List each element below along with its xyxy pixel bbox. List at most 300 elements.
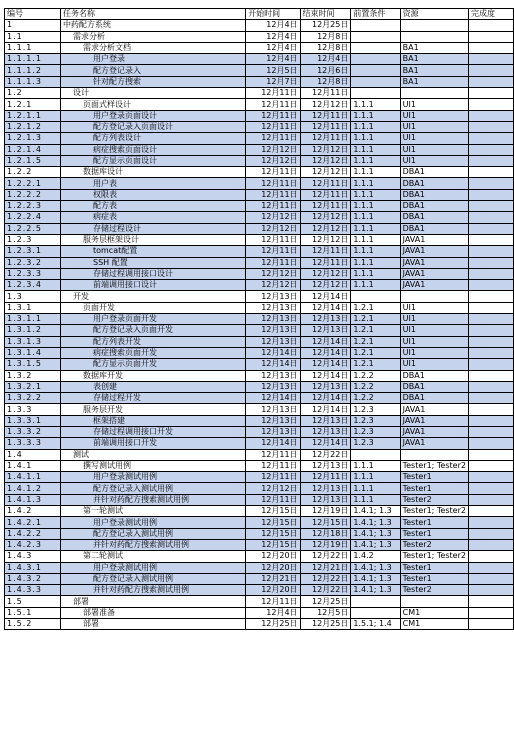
resource-cell[interactable]: UI1 (400, 144, 468, 155)
completion-cell[interactable] (468, 302, 513, 313)
end-date-cell[interactable]: 12月12日 (300, 212, 351, 223)
predecessor-cell[interactable] (351, 54, 400, 65)
resource-cell[interactable]: BA1 (400, 42, 468, 53)
start-date-cell[interactable]: 12月13日 (246, 381, 300, 392)
wbs-cell[interactable]: 1.1 (5, 31, 61, 42)
predecessor-cell[interactable]: 1.4.2 (351, 551, 400, 562)
resource-cell[interactable]: UI1 (400, 359, 468, 370)
completion-cell[interactable] (468, 133, 513, 144)
wbs-cell[interactable]: 1.4.3.3 (5, 585, 61, 596)
resource-cell[interactable]: JAVA1 (400, 280, 468, 291)
task-name-cell[interactable]: 配方列表设计 (60, 133, 245, 144)
task-name-cell[interactable]: 开发 (60, 291, 245, 302)
completion-cell[interactable] (468, 562, 513, 573)
completion-cell[interactable] (468, 20, 513, 31)
predecessor-cell[interactable]: 1.2.2 (351, 381, 400, 392)
wbs-cell[interactable]: 1.3.3.3 (5, 438, 61, 449)
task-name-cell[interactable]: 前端调用接口开发 (60, 438, 245, 449)
task-name-cell[interactable]: 中药配方系统 (60, 20, 245, 31)
start-date-cell[interactable]: 12月25日 (246, 619, 300, 630)
resource-cell[interactable]: UI1 (400, 133, 468, 144)
start-date-cell[interactable]: 12月11日 (246, 234, 300, 245)
completion-cell[interactable] (468, 42, 513, 53)
completion-cell[interactable] (468, 517, 513, 528)
start-date-cell[interactable]: 12月4日 (246, 54, 300, 65)
end-date-cell[interactable]: 12月25日 (300, 596, 351, 607)
predecessor-cell[interactable]: 1.1.1 (351, 110, 400, 121)
task-name-cell[interactable]: 存储过程开发 (60, 393, 245, 404)
start-date-cell[interactable]: 12月11日 (246, 167, 300, 178)
completion-cell[interactable] (468, 88, 513, 99)
predecessor-cell[interactable]: 1.4.1; 1.3 (351, 585, 400, 596)
task-name-cell[interactable]: 页面式样设计 (60, 99, 245, 110)
end-date-cell[interactable]: 12月12日 (300, 280, 351, 291)
task-name-cell[interactable]: 设计 (60, 88, 245, 99)
wbs-cell[interactable]: 1.4.1.3 (5, 494, 61, 505)
resource-cell[interactable]: Tester1 (400, 472, 468, 483)
start-date-cell[interactable]: 12月20日 (246, 551, 300, 562)
wbs-cell[interactable]: 1 (5, 20, 61, 31)
end-date-cell[interactable]: 12月13日 (300, 325, 351, 336)
task-name-cell[interactable]: 部署准备 (60, 607, 245, 618)
predecessor-cell[interactable]: 1.2.3 (351, 426, 400, 437)
completion-cell[interactable] (468, 460, 513, 471)
predecessor-cell[interactable]: 1.1.1 (351, 280, 400, 291)
completion-cell[interactable] (468, 314, 513, 325)
start-date-cell[interactable]: 12月12日 (246, 268, 300, 279)
end-date-cell[interactable]: 12月25日 (300, 20, 351, 31)
wbs-cell[interactable]: 1.3.3.1 (5, 415, 61, 426)
resource-cell[interactable]: DBA1 (400, 212, 468, 223)
end-date-cell[interactable]: 12月13日 (300, 381, 351, 392)
end-date-cell[interactable]: 12月11日 (300, 88, 351, 99)
end-date-cell[interactable]: 12月15日 (300, 517, 351, 528)
completion-cell[interactable] (468, 472, 513, 483)
predecessor-cell[interactable] (351, 76, 400, 87)
task-name-cell[interactable]: 用户登录测试用例 (60, 472, 245, 483)
wbs-cell[interactable]: 1.3.3 (5, 404, 61, 415)
wbs-cell[interactable]: 1.2.1.2 (5, 121, 61, 132)
completion-cell[interactable] (468, 347, 513, 358)
task-name-cell[interactable]: 表创建 (60, 381, 245, 392)
start-date-cell[interactable]: 12月11日 (246, 201, 300, 212)
completion-cell[interactable] (468, 257, 513, 268)
resource-cell[interactable]: Tester1; Tester2 (400, 551, 468, 562)
task-name-cell[interactable]: 配方列表开发 (60, 336, 245, 347)
wbs-cell[interactable]: 1.2.1.1 (5, 110, 61, 121)
predecessor-cell[interactable]: 1.1.1 (351, 223, 400, 234)
task-name-cell[interactable]: 配方显示页面开发 (60, 359, 245, 370)
predecessor-cell[interactable] (351, 20, 400, 31)
task-name-cell[interactable]: 存储过程调用接口设计 (60, 268, 245, 279)
resource-cell[interactable]: Tester1; Tester2 (400, 460, 468, 471)
task-name-cell[interactable]: 框架搭建 (60, 415, 245, 426)
predecessor-cell[interactable] (351, 449, 400, 460)
task-name-cell[interactable]: 配方登记录入 (60, 65, 245, 76)
wbs-cell[interactable]: 1.4.1.1 (5, 472, 61, 483)
predecessor-cell[interactable]: 1.2.3 (351, 438, 400, 449)
predecessor-cell[interactable]: 1.4.1; 1.3 (351, 539, 400, 550)
task-name-cell[interactable]: 配方登记录入测试用例 (60, 483, 245, 494)
end-date-cell[interactable]: 12月21日 (300, 562, 351, 573)
completion-cell[interactable] (468, 370, 513, 381)
completion-cell[interactable] (468, 234, 513, 245)
end-date-cell[interactable]: 12月19日 (300, 539, 351, 550)
completion-cell[interactable] (468, 212, 513, 223)
task-name-cell[interactable]: 数据库设计 (60, 167, 245, 178)
wbs-cell[interactable]: 1.4.3.1 (5, 562, 61, 573)
task-name-cell[interactable]: 用户登录 (60, 54, 245, 65)
resource-cell[interactable] (400, 596, 468, 607)
completion-cell[interactable] (468, 155, 513, 166)
end-date-cell[interactable]: 12月12日 (300, 144, 351, 155)
predecessor-cell[interactable]: 1.4.1; 1.3 (351, 562, 400, 573)
start-date-cell[interactable]: 12月20日 (246, 562, 300, 573)
completion-cell[interactable] (468, 280, 513, 291)
task-name-cell[interactable]: 服务层框架设计 (60, 234, 245, 245)
wbs-cell[interactable]: 1.4.1.2 (5, 483, 61, 494)
completion-cell[interactable] (468, 121, 513, 132)
predecessor-cell[interactable]: 1.1.1 (351, 460, 400, 471)
end-date-cell[interactable]: 12月11日 (300, 189, 351, 200)
completion-cell[interactable] (468, 76, 513, 87)
completion-cell[interactable] (468, 449, 513, 460)
task-name-cell[interactable]: 服务层开发 (60, 404, 245, 415)
task-name-cell[interactable]: 用户登录页面开发 (60, 314, 245, 325)
start-date-cell[interactable]: 12月11日 (246, 257, 300, 268)
resource-cell[interactable]: DBA1 (400, 167, 468, 178)
end-date-cell[interactable]: 12月8日 (300, 31, 351, 42)
end-date-cell[interactable]: 12月22日 (300, 449, 351, 460)
predecessor-cell[interactable] (351, 291, 400, 302)
start-date-cell[interactable]: 12月13日 (246, 404, 300, 415)
predecessor-cell[interactable] (351, 596, 400, 607)
completion-cell[interactable] (468, 189, 513, 200)
resource-cell[interactable] (400, 449, 468, 460)
completion-cell[interactable] (468, 404, 513, 415)
start-date-cell[interactable]: 12月11日 (246, 110, 300, 121)
wbs-cell[interactable]: 1.4 (5, 449, 61, 460)
resource-cell[interactable] (400, 31, 468, 42)
task-name-cell[interactable]: 配方登记录入页面开发 (60, 325, 245, 336)
wbs-cell[interactable]: 1.1.1.3 (5, 76, 61, 87)
completion-cell[interactable] (468, 110, 513, 121)
predecessor-cell[interactable]: 1.2.1 (351, 336, 400, 347)
task-name-cell[interactable]: 用户表 (60, 178, 245, 189)
end-date-cell[interactable]: 12月6日 (300, 65, 351, 76)
wbs-cell[interactable]: 1.2.2.3 (5, 201, 61, 212)
start-date-cell[interactable]: 12月11日 (246, 494, 300, 505)
task-name-cell[interactable]: 配方登记录入测试用例 (60, 528, 245, 539)
end-date-cell[interactable]: 12月14日 (300, 438, 351, 449)
start-date-cell[interactable]: 12月12日 (246, 280, 300, 291)
start-date-cell[interactable]: 12月12日 (246, 483, 300, 494)
resource-cell[interactable]: Tester1 (400, 483, 468, 494)
completion-cell[interactable] (468, 381, 513, 392)
resource-cell[interactable]: CM1 (400, 607, 468, 618)
predecessor-cell[interactable]: 1.4.1; 1.3 (351, 528, 400, 539)
start-date-cell[interactable]: 12月4日 (246, 607, 300, 618)
wbs-cell[interactable]: 1.2.1.4 (5, 144, 61, 155)
completion-cell[interactable] (468, 336, 513, 347)
end-date-cell[interactable]: 12月22日 (300, 585, 351, 596)
end-date-cell[interactable]: 12月13日 (300, 314, 351, 325)
task-name-cell[interactable]: tomcat配置 (60, 246, 245, 257)
completion-cell[interactable] (468, 483, 513, 494)
wbs-cell[interactable]: 1.5.2 (5, 619, 61, 630)
end-date-cell[interactable]: 12月14日 (300, 393, 351, 404)
task-name-cell[interactable]: 病症搜索页面设计 (60, 144, 245, 155)
task-name-cell[interactable]: 用户登录测试用例 (60, 517, 245, 528)
wbs-cell[interactable]: 1.3.2.1 (5, 381, 61, 392)
completion-cell[interactable] (468, 415, 513, 426)
task-name-cell[interactable]: 页面开发 (60, 302, 245, 313)
end-date-cell[interactable]: 12月11日 (300, 472, 351, 483)
resource-cell[interactable]: Tester1 (400, 562, 468, 573)
task-name-cell[interactable]: 存储过程调用接口开发 (60, 426, 245, 437)
end-date-cell[interactable]: 12月18日 (300, 528, 351, 539)
wbs-cell[interactable]: 1.2.2.5 (5, 223, 61, 234)
resource-cell[interactable]: BA1 (400, 65, 468, 76)
wbs-cell[interactable]: 1.1.1.1 (5, 54, 61, 65)
resource-cell[interactable] (400, 88, 468, 99)
start-date-cell[interactable]: 12月13日 (246, 415, 300, 426)
predecessor-cell[interactable]: 1.2.1 (351, 314, 400, 325)
end-date-cell[interactable]: 12月11日 (300, 201, 351, 212)
resource-cell[interactable]: Tester1 (400, 573, 468, 584)
end-date-cell[interactable]: 12月11日 (300, 257, 351, 268)
start-date-cell[interactable]: 12月5日 (246, 65, 300, 76)
completion-cell[interactable] (468, 54, 513, 65)
predecessor-cell[interactable]: 1.1.1 (351, 234, 400, 245)
start-date-cell[interactable]: 12月11日 (246, 472, 300, 483)
header-task-name[interactable]: 任务名称 (60, 9, 245, 20)
wbs-cell[interactable]: 1.2.3.4 (5, 280, 61, 291)
predecessor-cell[interactable]: 1.2.3 (351, 404, 400, 415)
start-date-cell[interactable]: 12月4日 (246, 31, 300, 42)
predecessor-cell[interactable]: 1.2.2 (351, 370, 400, 381)
predecessor-cell[interactable] (351, 65, 400, 76)
task-name-cell[interactable]: 并针对药配方搜索测试用例 (60, 539, 245, 550)
predecessor-cell[interactable]: 1.4.1; 1.3 (351, 517, 400, 528)
task-name-cell[interactable]: 权限表 (60, 189, 245, 200)
task-name-cell[interactable]: 前端调用接口设计 (60, 280, 245, 291)
end-date-cell[interactable]: 12月14日 (300, 370, 351, 381)
start-date-cell[interactable]: 12月14日 (246, 438, 300, 449)
resource-cell[interactable]: UI1 (400, 325, 468, 336)
wbs-cell[interactable]: 1.4.3.2 (5, 573, 61, 584)
wbs-cell[interactable]: 1.5 (5, 596, 61, 607)
start-date-cell[interactable]: 12月11日 (246, 246, 300, 257)
resource-cell[interactable]: UI1 (400, 99, 468, 110)
wbs-cell[interactable]: 1.3 (5, 291, 61, 302)
header-resources[interactable]: 资源 (400, 9, 468, 20)
start-date-cell[interactable]: 12月7日 (246, 76, 300, 87)
wbs-cell[interactable]: 1.2.2.4 (5, 212, 61, 223)
task-name-cell[interactable]: 部署 (60, 596, 245, 607)
completion-cell[interactable] (468, 506, 513, 517)
end-date-cell[interactable]: 12月12日 (300, 268, 351, 279)
completion-cell[interactable] (468, 291, 513, 302)
resource-cell[interactable]: DBA1 (400, 178, 468, 189)
end-date-cell[interactable]: 12月14日 (300, 404, 351, 415)
start-date-cell[interactable]: 12月11日 (246, 133, 300, 144)
wbs-cell[interactable]: 1.2.3.2 (5, 257, 61, 268)
resource-cell[interactable]: JAVA1 (400, 246, 468, 257)
resource-cell[interactable]: Tester1 (400, 517, 468, 528)
resource-cell[interactable] (400, 291, 468, 302)
resource-cell[interactable]: Tester2 (400, 494, 468, 505)
resource-cell[interactable]: Tester1 (400, 528, 468, 539)
start-date-cell[interactable]: 12月13日 (246, 302, 300, 313)
predecessor-cell[interactable]: 1.2.3 (351, 415, 400, 426)
resource-cell[interactable]: UI1 (400, 110, 468, 121)
start-date-cell[interactable]: 12月13日 (246, 325, 300, 336)
start-date-cell[interactable]: 12月4日 (246, 20, 300, 31)
wbs-cell[interactable]: 1.4.2 (5, 506, 61, 517)
start-date-cell[interactable]: 12月11日 (246, 88, 300, 99)
end-date-cell[interactable]: 12月13日 (300, 494, 351, 505)
end-date-cell[interactable]: 12月11日 (300, 110, 351, 121)
predecessor-cell[interactable]: 1.1.1 (351, 201, 400, 212)
predecessor-cell[interactable]: 1.1.1 (351, 212, 400, 223)
header-predecessors[interactable]: 前置条件 (351, 9, 400, 20)
completion-cell[interactable] (468, 539, 513, 550)
resource-cell[interactable]: JAVA1 (400, 415, 468, 426)
completion-cell[interactable] (468, 551, 513, 562)
predecessor-cell[interactable]: 1.1.1 (351, 178, 400, 189)
wbs-cell[interactable]: 1.4.2.3 (5, 539, 61, 550)
resource-cell[interactable]: UI1 (400, 302, 468, 313)
resource-cell[interactable]: JAVA1 (400, 234, 468, 245)
wbs-cell[interactable]: 1.4.1 (5, 460, 61, 471)
completion-cell[interactable] (468, 65, 513, 76)
task-name-cell[interactable]: 需求分析 (60, 31, 245, 42)
end-date-cell[interactable]: 12月13日 (300, 415, 351, 426)
completion-cell[interactable] (468, 426, 513, 437)
predecessor-cell[interactable]: 1.1.1 (351, 144, 400, 155)
task-name-cell[interactable]: 用户登录测试用例 (60, 562, 245, 573)
wbs-cell[interactable]: 1.2.2 (5, 167, 61, 178)
task-name-cell[interactable]: 配方登记录入测试用例 (60, 573, 245, 584)
resource-cell[interactable]: UI1 (400, 314, 468, 325)
completion-cell[interactable] (468, 494, 513, 505)
end-date-cell[interactable]: 12月14日 (300, 302, 351, 313)
end-date-cell[interactable]: 12月11日 (300, 178, 351, 189)
wbs-cell[interactable]: 1.3.1.5 (5, 359, 61, 370)
start-date-cell[interactable]: 12月13日 (246, 426, 300, 437)
wbs-cell[interactable]: 1.5.1 (5, 607, 61, 618)
task-name-cell[interactable]: 并针对药配方搜索测试用例 (60, 494, 245, 505)
wbs-cell[interactable]: 1.3.1.2 (5, 325, 61, 336)
wbs-cell[interactable]: 1.4.3 (5, 551, 61, 562)
completion-cell[interactable] (468, 178, 513, 189)
wbs-cell[interactable]: 1.2.3.1 (5, 246, 61, 257)
resource-cell[interactable]: DBA1 (400, 201, 468, 212)
header-end-date[interactable]: 结束时间 (300, 9, 351, 20)
start-date-cell[interactable]: 12月12日 (246, 144, 300, 155)
task-name-cell[interactable]: 部署 (60, 619, 245, 630)
completion-cell[interactable] (468, 268, 513, 279)
start-date-cell[interactable]: 12月14日 (246, 347, 300, 358)
end-date-cell[interactable]: 12月11日 (300, 121, 351, 132)
wbs-cell[interactable]: 1.1.1.2 (5, 65, 61, 76)
completion-cell[interactable] (468, 325, 513, 336)
completion-cell[interactable] (468, 393, 513, 404)
wbs-cell[interactable]: 1.2 (5, 88, 61, 99)
predecessor-cell[interactable]: 1.1.1 (351, 133, 400, 144)
predecessor-cell[interactable]: 1.1.1 (351, 155, 400, 166)
wbs-cell[interactable]: 1.3.2 (5, 370, 61, 381)
resource-cell[interactable]: UI1 (400, 336, 468, 347)
start-date-cell[interactable]: 12月15日 (246, 517, 300, 528)
end-date-cell[interactable]: 12月12日 (300, 167, 351, 178)
predecessor-cell[interactable] (351, 42, 400, 53)
resource-cell[interactable]: JAVA1 (400, 268, 468, 279)
end-date-cell[interactable]: 12月22日 (300, 551, 351, 562)
end-date-cell[interactable]: 12月11日 (300, 246, 351, 257)
task-name-cell[interactable]: 病症表 (60, 212, 245, 223)
task-name-cell[interactable]: 用户登录页面设计 (60, 110, 245, 121)
wbs-cell[interactable]: 1.3.1.1 (5, 314, 61, 325)
completion-cell[interactable] (468, 99, 513, 110)
wbs-cell[interactable]: 1.2.3 (5, 234, 61, 245)
start-date-cell[interactable]: 12月13日 (246, 336, 300, 347)
wbs-cell[interactable]: 1.2.1 (5, 99, 61, 110)
end-date-cell[interactable]: 12月14日 (300, 347, 351, 358)
predecessor-cell[interactable]: 1.1.1 (351, 99, 400, 110)
wbs-cell[interactable]: 1.2.2.2 (5, 189, 61, 200)
task-name-cell[interactable]: 需求分析文档 (60, 42, 245, 53)
start-date-cell[interactable]: 12月21日 (246, 573, 300, 584)
end-date-cell[interactable]: 12月13日 (300, 460, 351, 471)
completion-cell[interactable] (468, 619, 513, 630)
wbs-cell[interactable]: 1.3.2.2 (5, 393, 61, 404)
predecessor-cell[interactable]: 1.1.1 (351, 494, 400, 505)
wbs-cell[interactable]: 1.2.1.3 (5, 133, 61, 144)
end-date-cell[interactable]: 12月12日 (300, 155, 351, 166)
task-name-cell[interactable]: 测试 (60, 449, 245, 460)
resource-cell[interactable]: JAVA1 (400, 257, 468, 268)
start-date-cell[interactable]: 12月11日 (246, 596, 300, 607)
header-wbs[interactable]: 编号 (5, 9, 61, 20)
predecessor-cell[interactable]: 1.1.1 (351, 257, 400, 268)
predecessor-cell[interactable]: 1.4.1; 1.3 (351, 573, 400, 584)
resource-cell[interactable]: DBA1 (400, 223, 468, 234)
predecessor-cell[interactable]: 1.2.1 (351, 302, 400, 313)
predecessor-cell[interactable]: 1.2.1 (351, 359, 400, 370)
end-date-cell[interactable]: 12月14日 (300, 336, 351, 347)
task-name-cell[interactable]: 第二轮测试 (60, 551, 245, 562)
resource-cell[interactable]: BA1 (400, 54, 468, 65)
wbs-cell[interactable]: 1.3.1.3 (5, 336, 61, 347)
predecessor-cell[interactable]: 1.2.1 (351, 325, 400, 336)
start-date-cell[interactable]: 12月11日 (246, 189, 300, 200)
end-date-cell[interactable]: 12月12日 (300, 223, 351, 234)
start-date-cell[interactable]: 12月15日 (246, 506, 300, 517)
predecessor-cell[interactable] (351, 88, 400, 99)
wbs-cell[interactable]: 1.4.2.2 (5, 528, 61, 539)
predecessor-cell[interactable]: 1.1.1 (351, 246, 400, 257)
resource-cell[interactable]: Tester2 (400, 585, 468, 596)
start-date-cell[interactable]: 12月4日 (246, 42, 300, 53)
predecessor-cell[interactable]: 1.1.1 (351, 268, 400, 279)
resource-cell[interactable]: Tester2 (400, 539, 468, 550)
predecessor-cell[interactable]: 1.2.2 (351, 393, 400, 404)
task-name-cell[interactable]: SSH 配置 (60, 257, 245, 268)
resource-cell[interactable]: UI1 (400, 155, 468, 166)
end-date-cell[interactable]: 12月19日 (300, 506, 351, 517)
